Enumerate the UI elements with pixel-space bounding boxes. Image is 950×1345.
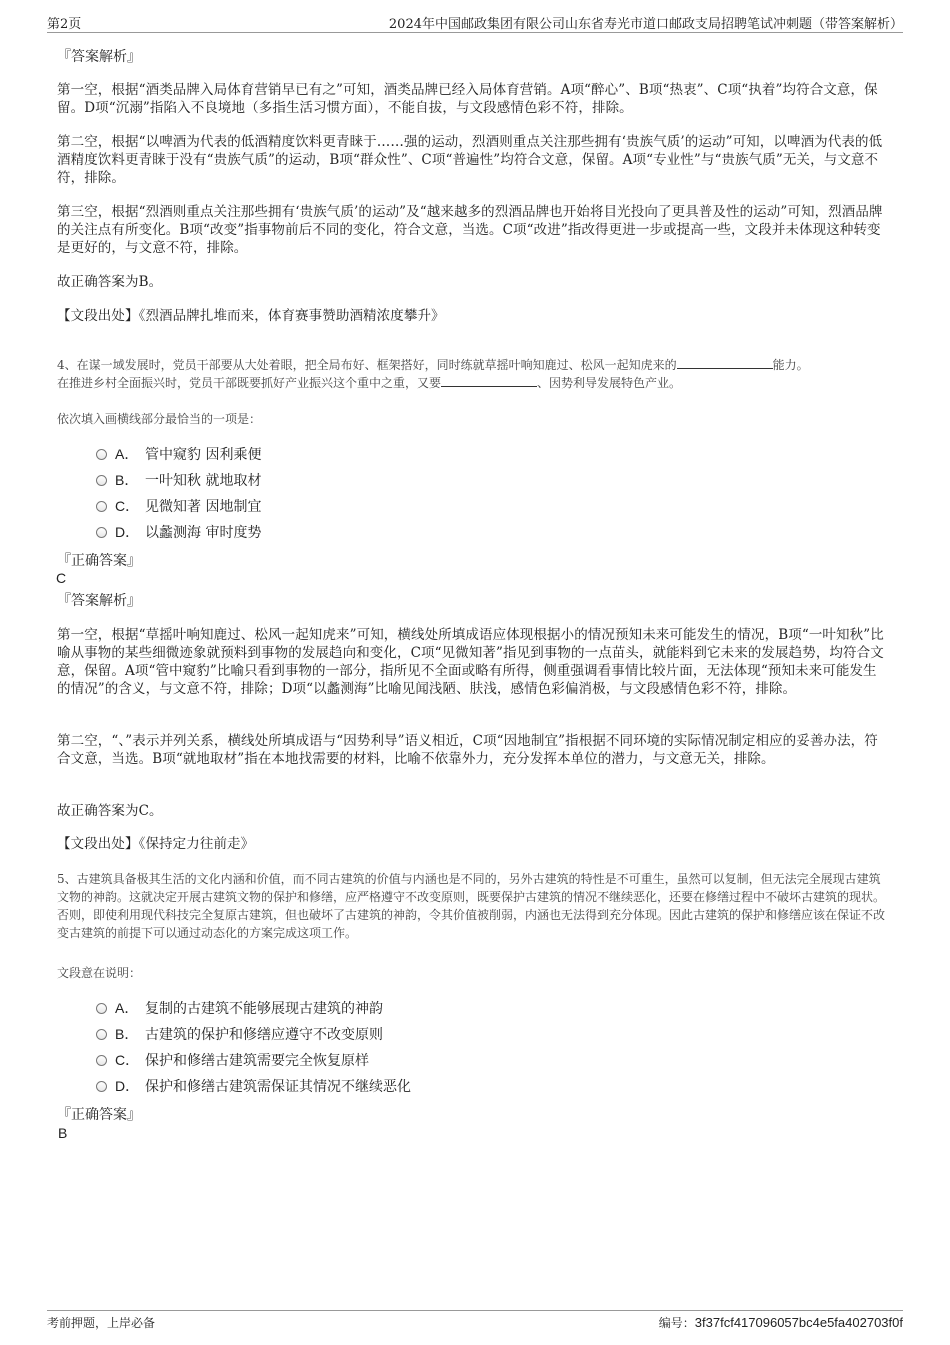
radio-icon[interactable] <box>96 1081 107 1092</box>
q3-analysis-p3: 第三空，根据“烈酒则重点关注那些拥有‘贵族气质’的运动”及“越来越多的烈酒品牌也开始将目光投向了更具普及性的运动”可知，烈酒品牌的关注点有所变化。B项“改变”指事物前后不同的变化，符合文意，当选。C项“改进”指改得更进一步或提高一些，文段并未体现这种转变是更好的，与文意不符，排除。 <box>57 204 883 256</box>
q4-answer-label: 『正确答案』 <box>57 553 141 569</box>
footer-slogan: 考前押题，上岸必备 <box>47 1316 156 1330</box>
q4-blank-2 <box>441 374 537 387</box>
q5-option-d[interactable]: D． 保护和修缮古建筑需保证其情况不继续恶化 <box>96 1076 411 1096</box>
radio-icon[interactable] <box>96 475 107 486</box>
q4-stem-part2: 能力。 <box>772 358 809 372</box>
q4-answer: C <box>56 570 67 586</box>
q4-option-a[interactable]: A． 管中窥豹 因利乘便 <box>96 444 261 464</box>
page-header <box>47 12 903 33</box>
q5-answer-label: 『正确答案』 <box>57 1107 141 1123</box>
q5-stem: 5、古建筑具备极其生活的文化内涵和价值，而不同古建筑的价值与内涵也是不同的，另外古建筑的特性是不可重生，虽然可以复制，但无法完全展现古建筑文物的神韵。这就决定开展古建筑文物的保护和修缮，应严格遵守不改变原则，既要保护古建筑的情况不继续恶化，还要在修缮过程中不破坏古建筑的现状。否则，即使利用现代科技完全复原古建筑，但也破坏了古建筑的神韵，令其价值被削弱，内涵也无法得到充分体现。因此古建筑的保护和修缮应该在保证不改变古建筑的前提下可以通过动态化的方案完成这项工作。 <box>57 872 886 940</box>
radio-icon[interactable] <box>96 449 107 460</box>
document-title: 2024年中国邮政集团有限公司山东省寿光市道口邮政支局招聘笔试冲刺题（带答案解析） <box>388 17 903 32</box>
q3-analysis-p1: 第一空，根据“酒类品牌入局体育营销早已有之”可知，酒类品牌已经入局体育营销。A项“醉心”、B项“热衷”、C项“执着”均符合文意，保留。D项“沉溺”指陷入不良境地（多指生活习惯方面），不能自拔，与文段感情色彩不符，排除。 <box>57 82 878 116</box>
page-footer <box>47 1310 903 1333</box>
q3-analysis-p2: 第二空，根据“以啤酒为代表的低酒精度饮料更青睐于……强的运动，烈酒则重点关注那些拥有‘贵族气质’的运动”可知，以啤酒为代表的低酒精度饮料更青睐于没有“贵族气质”的运动，B项“群众性”、C项“普遍性”均符合文意，保留。A项“专业性”与“贵族气质”无关，与文意不符，排除。 <box>57 134 883 186</box>
q3-source: 【文段出处】《烈酒品牌扎堆而来，体育赛事赞助酒精浓度攀升》 <box>57 308 445 324</box>
q4-option-b[interactable]: B． 一叶知秋 就地取材 <box>96 470 261 490</box>
radio-icon[interactable] <box>96 501 107 512</box>
q4-analysis-p1: 第一空，根据“草摇叶响知鹿过、松风一起知虎来”可知，横线处所填成语应体现根据小的情况预知未来可能发生的情况，B项“一叶知秋”比喻从事物的某些细微迹象就预料到事物的发展趋向和变化，C项“见微知著”指见到事物的一点苗头，就能料到它未来的发展趋势，均符合文意，保留。A项“管中窥豹”比喻只看到事物的一部分，指所见不全面或略有所得，侧重强调看事情比较片面，无法体现“预知未来可能发生的情况”的含义，与文意不符，排除；D项“以蠡测海”比喻见闻浅陋、肤浅，感情色彩偏消极，与文段感情色彩不符，排除。 <box>57 627 884 697</box>
q5-prompt: 文段意在说明： <box>57 966 142 980</box>
q4-conclusion: 故正确答案为C。 <box>57 803 163 819</box>
q4-stem-part3: 在推进乡村全面振兴时，党员干部既要抓好产业振兴这个重中之重，又要 <box>57 376 442 390</box>
q4-stem-part4: 、因势利导发展特色产业。 <box>537 376 682 390</box>
q4-analysis-p2: 第二空，“、”表示并列关系，横线处所填成语与“因势利导”语义相近，C项“因地制宜”指根据不同环境的实际情况制定相应的妥善办法，符合文意，当选。B项“就地取材”指在本地找需要的材料，比喻不依靠外力，充分发挥本单位的潜力，与文意无关，排除。 <box>57 733 878 767</box>
radio-icon[interactable] <box>96 1003 107 1014</box>
document-code: 编号：3f37fcf417096057bc4e5fa402703f0f <box>658 1315 903 1330</box>
radio-icon[interactable] <box>96 1055 107 1066</box>
q4-analysis-label: 『答案解析』 <box>57 593 141 609</box>
q4-blank-1 <box>677 356 773 369</box>
radio-icon[interactable] <box>96 1029 107 1040</box>
radio-icon[interactable] <box>96 527 107 538</box>
q4-prompt: 依次填入画横线部分最恰当的一项是： <box>57 412 262 426</box>
q4-stem <box>57 356 888 392</box>
q4-option-c[interactable]: C． 见微知著 因地制宜 <box>96 496 261 516</box>
q5-option-c[interactable]: C． 保护和修缮古建筑需要完全恢复原样 <box>96 1050 369 1070</box>
q5-option-a[interactable]: A． 复制的古建筑不能够展现古建筑的神韵 <box>96 998 383 1018</box>
q4-option-d[interactable]: D． 以蠡测海 审时度势 <box>96 522 261 542</box>
q4-stem-part1: 4、在谋一域发展时，党员干部要从大处着眼，把全局布好、框架搭好，同时练就草摇叶响知鹿过、松风一起知虎来的 <box>57 358 677 372</box>
q5-answer: B <box>58 1125 68 1141</box>
q3-conclusion: 故正确答案为B。 <box>57 274 163 290</box>
q4-source: 【文段出处】《保持定力往前走》 <box>57 836 255 852</box>
page-number: 第2页 <box>47 17 82 32</box>
q5-option-b[interactable]: B． 古建筑的保护和修缮应遵守不改变原则 <box>96 1024 383 1044</box>
q3-analysis-label: 『答案解析』 <box>57 49 141 65</box>
